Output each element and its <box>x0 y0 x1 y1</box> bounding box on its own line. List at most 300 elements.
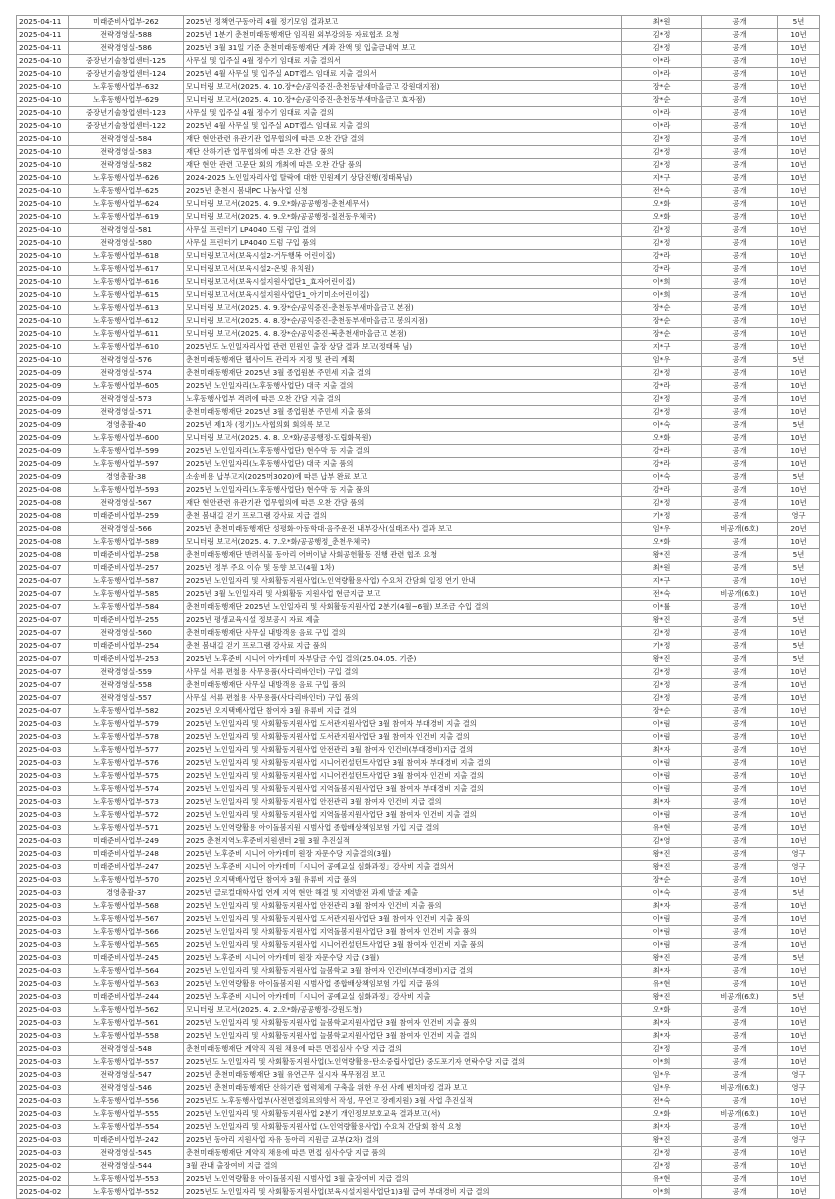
cell-disclosure: 공개 <box>702 510 778 523</box>
cell-retention: 5년 <box>778 471 820 484</box>
cell-title: 2025년 노인일자리 및 사회활동지원사업 지역돌봄지원사업단 3월 참여자 인건비 지출 결의 <box>184 809 622 822</box>
cell-author: 장*순 <box>622 328 702 341</box>
table-row <box>17 861 820 874</box>
cell-author: 이*림 <box>622 770 702 783</box>
cell-disclosure: 공개 <box>702 1147 778 1160</box>
cell-title: 재단 현안 관련 고문단 회의 개최에 따른 오찬 간담 품의 <box>184 159 622 172</box>
cell-disclosure: 공개 <box>702 1134 778 1147</box>
table-row <box>17 380 820 393</box>
cell-retention: 10년 <box>778 1121 820 1134</box>
cell-disclosure: 공개 <box>702 601 778 614</box>
cell-title: 2025년 노인일자리 및 사회활동지원사업 시니어컨설턴트사업단 3월 참여자 인건비 지출 품의 <box>184 939 622 952</box>
cell-date: 2025-04-03 <box>17 900 69 913</box>
cell-title: 2025년 정책연구동아리 4월 정기모임 결과보고 <box>184 16 622 29</box>
cell-doc-number: 중장년기술창업센터-124 <box>69 68 184 81</box>
cell-date: 2025-04-10 <box>17 55 69 68</box>
cell-author: 오*화 <box>622 1004 702 1017</box>
cell-doc-number: 전략경영실-566 <box>69 523 184 536</box>
cell-title: 모니터링 보고서(2025. 4. 7.오*화/공공행정_춘천우체국) <box>184 536 622 549</box>
cell-doc-number: 미래준비사업부-255 <box>69 614 184 627</box>
cell-doc-number: 노후동행사업부-582 <box>69 705 184 718</box>
cell-retention: 10년 <box>778 29 820 42</box>
cell-doc-number: 전략경영실-580 <box>69 237 184 250</box>
cell-date: 2025-04-07 <box>17 562 69 575</box>
table-row <box>17 926 820 939</box>
table-row <box>17 211 820 224</box>
cell-title: 2025년도 노후동행사업부(사전면접의료의향서 작성, 무연고 장례지원) 3월 사업 추진실적 <box>184 1095 622 1108</box>
cell-author: 기*정 <box>622 640 702 653</box>
cell-retention: 10년 <box>778 120 820 133</box>
cell-retention: 10년 <box>778 575 820 588</box>
cell-doc-number: 전략경영실-546 <box>69 1082 184 1095</box>
cell-title: 2025년 노인일자리 및 사회활동지원사업 도서관지원사업단 3월 참여자 인건비 지출 품의 <box>184 913 622 926</box>
cell-author: 오*화 <box>622 1108 702 1121</box>
cell-doc-number: 노후동행사업부-570 <box>69 874 184 887</box>
cell-disclosure: 공개 <box>702 1095 778 1108</box>
cell-doc-number: 노후동행사업부-629 <box>69 94 184 107</box>
cell-date: 2025-04-03 <box>17 913 69 926</box>
table-row <box>17 406 820 419</box>
cell-title: 2025년 노후준비 시니어 아카데미 자부담금 수입 결의(25.04.05. 기준) <box>184 653 622 666</box>
table-row <box>17 1043 820 1056</box>
cell-title: 모니터링보고서(보육시설2-거두행복 어린이집) <box>184 250 622 263</box>
cell-title: 2025년 노인일자리(노후동행사업단) 대국 지출 결의 <box>184 380 622 393</box>
cell-author: 유*현 <box>622 822 702 835</box>
table-row <box>17 653 820 666</box>
cell-disclosure: 공개 <box>702 666 778 679</box>
cell-author: 김*정 <box>622 679 702 692</box>
table-row <box>17 939 820 952</box>
cell-title: 2025년 4월 사무실 및 입주실 ADT캡스 임대료 지출 결의서 <box>184 68 622 81</box>
cell-retention: 10년 <box>778 627 820 640</box>
cell-author: 이*희 <box>622 289 702 302</box>
cell-disclosure: 공개 <box>702 744 778 757</box>
cell-retention: 10년 <box>778 302 820 315</box>
cell-disclosure: 공개 <box>702 952 778 965</box>
cell-author: 임*우 <box>622 1069 702 1082</box>
cell-disclosure: 공개 <box>702 341 778 354</box>
cell-title: 2025년 노인일자리 및 사회활동지원사업 늘봄학교 3월 참여자 인건비(부대경비)지급 결의 <box>184 965 622 978</box>
cell-date: 2025-04-10 <box>17 276 69 289</box>
cell-doc-number: 중장년기술창업센터-123 <box>69 107 184 120</box>
cell-disclosure: 공개 <box>702 172 778 185</box>
cell-disclosure: 공개 <box>702 887 778 900</box>
table-row <box>17 432 820 445</box>
cell-author: 이*림 <box>622 926 702 939</box>
cell-author: 김*정 <box>622 497 702 510</box>
cell-title: 모니터링보고서(보육시설지원사업단1_효자어린이집) <box>184 276 622 289</box>
table-row <box>17 146 820 159</box>
cell-author: 오*화 <box>622 211 702 224</box>
cell-date: 2025-04-10 <box>17 328 69 341</box>
records-table-body <box>17 16 820 1199</box>
cell-date: 2025-04-03 <box>17 1095 69 1108</box>
cell-disclosure: 공개 <box>702 1030 778 1043</box>
table-row <box>17 900 820 913</box>
cell-date: 2025-04-10 <box>17 133 69 146</box>
cell-author: 이*희 <box>622 1056 702 1069</box>
cell-disclosure: 공개 <box>702 1004 778 1017</box>
cell-author: 이*림 <box>622 731 702 744</box>
cell-author: 이*라 <box>622 55 702 68</box>
table-row <box>17 276 820 289</box>
cell-disclosure: 비공개(6호) <box>702 523 778 536</box>
cell-disclosure: 공개 <box>702 68 778 81</box>
cell-title: 2025년 오지택배사업단 참여자 3월 유류비 지급 품의 <box>184 874 622 887</box>
table-row <box>17 68 820 81</box>
cell-author: 김*정 <box>622 1147 702 1160</box>
cell-doc-number: 중장년기술창업센터-125 <box>69 55 184 68</box>
cell-title: 2025년 춘천미래동행재단 산하기관 협력체계 구축을 위한 우선 사례 벤치마킹 결과 보고 <box>184 1082 622 1095</box>
table-row <box>17 185 820 198</box>
cell-title: 2025년 노인일자리 및 사회활동지원사업 늘봄학교지원사업단 3월 참여자 인건비 지출 결의 <box>184 1030 622 1043</box>
cell-doc-number: 노후동행사업부-587 <box>69 575 184 588</box>
cell-author: 이*라 <box>622 107 702 120</box>
cell-retention: 영구 <box>778 510 820 523</box>
cell-title: 2025년 노후준비 시니어 아카데미「시니어 공예교실 심화과정」강사비 지출 결의서 <box>184 861 622 874</box>
cell-disclosure: 공개 <box>702 900 778 913</box>
cell-date: 2025-04-10 <box>17 159 69 172</box>
cell-disclosure: 공개 <box>702 1121 778 1134</box>
cell-doc-number: 노후동행사업부-611 <box>69 328 184 341</box>
cell-title: 2025년 노인일자리 및 사회활동지원사업 늘봄학교지원사업단 3월 참여자 인건비 지출 품의 <box>184 1017 622 1030</box>
cell-author: 왕*진 <box>622 614 702 627</box>
cell-disclosure: 공개 <box>702 354 778 367</box>
cell-doc-number: 노후동행사업부-605 <box>69 380 184 393</box>
cell-doc-number: 노후동행사업부-564 <box>69 965 184 978</box>
table-row <box>17 978 820 991</box>
cell-title: 2025년 노인일자리 및 사회활동지원사업 시니어컨설턴트사업단 3월 참여자 부대경비 지출 결의 <box>184 757 622 770</box>
cell-title: 춘천미래동행재단 2025년 노인일자리 및 사회활동지원사업 2분기(4월~6월) 보조금 수입 결의 <box>184 601 622 614</box>
cell-author: 기*정 <box>622 510 702 523</box>
cell-author: 이*림 <box>622 809 702 822</box>
cell-disclosure: 공개 <box>702 419 778 432</box>
table-row <box>17 666 820 679</box>
cell-author: 김*정 <box>622 1160 702 1173</box>
cell-doc-number: 노후동행사업부-613 <box>69 302 184 315</box>
cell-title: 2025년 노인일자리 및 사회활동지원사업(노인역량활용사업) 수요처 간담회 일정 연기 안내 <box>184 575 622 588</box>
cell-retention: 10년 <box>778 926 820 939</box>
cell-disclosure: 비공개(6호) <box>702 588 778 601</box>
table-row <box>17 484 820 497</box>
cell-disclosure: 공개 <box>702 731 778 744</box>
table-row <box>17 94 820 107</box>
cell-author: 지*구 <box>622 575 702 588</box>
cell-retention: 5년 <box>778 419 820 432</box>
cell-author: 장*순 <box>622 874 702 887</box>
cell-author: 강*라 <box>622 263 702 276</box>
cell-disclosure: 공개 <box>702 640 778 653</box>
cell-author: 이*희 <box>622 276 702 289</box>
cell-doc-number: 미래준비사업부-254 <box>69 640 184 653</box>
cell-disclosure: 공개 <box>702 315 778 328</box>
table-row <box>17 1121 820 1134</box>
cell-author: 김*정 <box>622 224 702 237</box>
cell-date: 2025-04-07 <box>17 627 69 640</box>
table-row <box>17 627 820 640</box>
cell-retention: 10년 <box>778 718 820 731</box>
cell-doc-number: 전략경영실-583 <box>69 146 184 159</box>
cell-author: 최*자 <box>622 900 702 913</box>
cell-doc-number: 노후동행사업부-555 <box>69 1108 184 1121</box>
cell-author: 장*순 <box>622 81 702 94</box>
cell-title: 모니터링보고서(보육시설2-온빛 유치원) <box>184 263 622 276</box>
table-row <box>17 510 820 523</box>
table-row <box>17 731 820 744</box>
cell-doc-number: 전략경영실-547 <box>69 1069 184 1082</box>
cell-title: 모니터링 보고서(2025. 4. 9.오*화/공공행정-춘천세무서) <box>184 198 622 211</box>
cell-retention: 10년 <box>778 666 820 679</box>
cell-date: 2025-04-03 <box>17 1082 69 1095</box>
cell-retention: 10년 <box>778 705 820 718</box>
cell-date: 2025-04-07 <box>17 601 69 614</box>
cell-disclosure: 공개 <box>702 237 778 250</box>
table-row <box>17 159 820 172</box>
cell-disclosure: 공개 <box>702 484 778 497</box>
cell-author: 오*화 <box>622 536 702 549</box>
cell-date: 2025-04-09 <box>17 458 69 471</box>
cell-date: 2025-04-10 <box>17 198 69 211</box>
cell-doc-number: 노후동행사업부-579 <box>69 718 184 731</box>
cell-doc-number: 전략경영실-560 <box>69 627 184 640</box>
table-row <box>17 575 820 588</box>
cell-date: 2025-04-03 <box>17 848 69 861</box>
cell-author: 김*영 <box>622 835 702 848</box>
cell-retention: 10년 <box>778 1160 820 1173</box>
cell-date: 2025-04-03 <box>17 757 69 770</box>
cell-retention: 10년 <box>778 211 820 224</box>
cell-author: 이*림 <box>622 939 702 952</box>
cell-disclosure: 공개 <box>702 913 778 926</box>
cell-author: 이*림 <box>622 718 702 731</box>
table-row <box>17 1173 820 1186</box>
cell-doc-number: 노후동행사업부-593 <box>69 484 184 497</box>
cell-date: 2025-04-07 <box>17 705 69 718</box>
cell-date: 2025-04-03 <box>17 1147 69 1160</box>
cell-disclosure: 공개 <box>702 549 778 562</box>
cell-disclosure: 공개 <box>702 42 778 55</box>
cell-retention: 10년 <box>778 68 820 81</box>
cell-doc-number: 경영총괄-38 <box>69 471 184 484</box>
table-row <box>17 796 820 809</box>
cell-disclosure: 공개 <box>702 263 778 276</box>
table-row <box>17 640 820 653</box>
cell-author: 최*자 <box>622 1017 702 1030</box>
cell-doc-number: 미래준비사업부-253 <box>69 653 184 666</box>
cell-date: 2025-04-10 <box>17 120 69 133</box>
cell-title: 2025년 노인일자리 및 사회활동지원사업 (노인역량활용사업) 수요처 간담회 참석 요청 <box>184 1121 622 1134</box>
cell-disclosure: 공개 <box>702 432 778 445</box>
cell-doc-number: 노후동행사업부-567 <box>69 913 184 926</box>
cell-title: 재단 현안관련 유관기관 업무협의에 따른 오찬 간담 결의 <box>184 133 622 146</box>
cell-retention: 10년 <box>778 328 820 341</box>
table-row <box>17 809 820 822</box>
table-row <box>17 614 820 627</box>
cell-retention: 10년 <box>778 835 820 848</box>
cell-author: 전*숙 <box>622 1095 702 1108</box>
cell-disclosure: 공개 <box>702 562 778 575</box>
cell-date: 2025-04-10 <box>17 341 69 354</box>
cell-retention: 10년 <box>778 1186 820 1199</box>
cell-title: 2025년도 노인일자리사업 관련 민원인 출장 상담 결과 보고(정태복 님) <box>184 341 622 354</box>
cell-author: 김*정 <box>622 146 702 159</box>
cell-date: 2025-04-03 <box>17 835 69 848</box>
cell-author: 왕*진 <box>622 549 702 562</box>
cell-title: 2025년 춘천미래동행재단 성평화·아동학대·음주운전 내부강사(실태조사) 결과 보고 <box>184 523 622 536</box>
cell-date: 2025-04-03 <box>17 744 69 757</box>
cell-retention: 10년 <box>778 172 820 185</box>
table-row <box>17 757 820 770</box>
cell-doc-number: 노후동행사업부-557 <box>69 1056 184 1069</box>
cell-disclosure: 공개 <box>702 627 778 640</box>
table-row <box>17 562 820 575</box>
cell-disclosure: 공개 <box>702 848 778 861</box>
cell-doc-number: 노후동행사업부-554 <box>69 1121 184 1134</box>
cell-retention: 10년 <box>778 276 820 289</box>
cell-author: 장*순 <box>622 94 702 107</box>
table-row <box>17 588 820 601</box>
cell-date: 2025-04-09 <box>17 367 69 380</box>
table-row <box>17 1056 820 1069</box>
cell-title: 2025년 3월 노인일자리 및 사회활동 지원사업 현금지급 보고 <box>184 588 622 601</box>
cell-doc-number: 미래준비사업부-262 <box>69 16 184 29</box>
cell-retention: 10년 <box>778 939 820 952</box>
table-row <box>17 705 820 718</box>
cell-retention: 10년 <box>778 393 820 406</box>
table-row <box>17 913 820 926</box>
cell-doc-number: 노후동행사업부-566 <box>69 926 184 939</box>
cell-disclosure: 공개 <box>702 705 778 718</box>
cell-title: 2025년 노인일자리 및 사회활동지원사업 안전관리 3월 참여자 인건비 지출 품의 <box>184 900 622 913</box>
cell-disclosure: 공개 <box>702 458 778 471</box>
cell-author: 장*순 <box>622 315 702 328</box>
cell-retention: 5년 <box>778 653 820 666</box>
cell-date: 2025-04-08 <box>17 484 69 497</box>
cell-retention: 10년 <box>778 1056 820 1069</box>
cell-retention: 10년 <box>778 1173 820 1186</box>
cell-title: 2025년 글로컬대학사업 연계 지역 현안 해결 및 지역발전 과제 발굴 제출 <box>184 887 622 900</box>
cell-doc-number: 미래준비사업부-248 <box>69 848 184 861</box>
cell-title: 춘천미래동행재단 계약직 직원 채용에 따른 면접심사 수당 지급 결의 <box>184 1043 622 1056</box>
cell-title: 2025년 노인역량활용 아이돌봄지원 시범사업 3월 출장여비 지급 결의 <box>184 1173 622 1186</box>
cell-disclosure: 공개 <box>702 328 778 341</box>
cell-doc-number: 미래준비사업부-247 <box>69 861 184 874</box>
table-row <box>17 692 820 705</box>
cell-retention: 영구 <box>778 848 820 861</box>
cell-retention: 10년 <box>778 757 820 770</box>
cell-retention: 10년 <box>778 432 820 445</box>
cell-retention: 10년 <box>778 601 820 614</box>
cell-doc-number: 노후동행사업부-556 <box>69 1095 184 1108</box>
cell-date: 2025-04-08 <box>17 523 69 536</box>
cell-title: 2025년 제1차 (정기)노사협의회 회의록 보고 <box>184 419 622 432</box>
table-row <box>17 81 820 94</box>
cell-date: 2025-04-10 <box>17 237 69 250</box>
cell-doc-number: 미래준비사업부-242 <box>69 1134 184 1147</box>
cell-disclosure: 공개 <box>702 874 778 887</box>
table-row <box>17 718 820 731</box>
cell-title: 춘천미래동행재단 2025년 3월 종업원분 주민세 지출 결의 <box>184 367 622 380</box>
cell-retention: 5년 <box>778 549 820 562</box>
cell-disclosure: 공개 <box>702 445 778 458</box>
cell-doc-number: 노후동행사업부-616 <box>69 276 184 289</box>
cell-retention: 10년 <box>778 770 820 783</box>
cell-title: 2024-2025 노인일자리사업 탈락에 대한 민원제기 상담진행(정태복님) <box>184 172 622 185</box>
cell-retention: 10년 <box>778 679 820 692</box>
cell-retention: 10년 <box>778 159 820 172</box>
cell-title: 2025년 동아리 지원사업 자유 동아리 지원금 교부(2차) 결의 <box>184 1134 622 1147</box>
cell-author: 이*라 <box>622 120 702 133</box>
table-row <box>17 250 820 263</box>
cell-title: 2025년 오지택배사업단 참여자 3월 유류비 지급 결의 <box>184 705 622 718</box>
cell-disclosure: 공개 <box>702 289 778 302</box>
cell-disclosure: 공개 <box>702 380 778 393</box>
cell-retention: 10년 <box>778 484 820 497</box>
cell-author: 강*라 <box>622 458 702 471</box>
cell-doc-number: 노후동행사업부-576 <box>69 757 184 770</box>
table-row <box>17 445 820 458</box>
cell-doc-number: 미래준비사업부-244 <box>69 991 184 1004</box>
cell-author: 전*숙 <box>622 588 702 601</box>
table-row <box>17 770 820 783</box>
cell-doc-number: 전략경영실-571 <box>69 406 184 419</box>
cell-date: 2025-04-10 <box>17 94 69 107</box>
cell-retention: 10년 <box>778 55 820 68</box>
cell-doc-number: 노후동행사업부-626 <box>69 172 184 185</box>
cell-date: 2025-04-11 <box>17 16 69 29</box>
cell-doc-number: 노후동행사업부-619 <box>69 211 184 224</box>
table-row <box>17 42 820 55</box>
cell-author: 김*정 <box>622 159 702 172</box>
cell-doc-number: 중장년기술창업센터-122 <box>69 120 184 133</box>
cell-author: 강*라 <box>622 250 702 263</box>
cell-title: 2025년 노후준비 시니어 아카데미 원장 자문수당 지출결의(3월) <box>184 848 622 861</box>
cell-doc-number: 노후동행사업부-563 <box>69 978 184 991</box>
cell-disclosure: 공개 <box>702 29 778 42</box>
cell-author: 김*정 <box>622 42 702 55</box>
cell-disclosure: 공개 <box>702 536 778 549</box>
cell-disclosure: 비공개(6호) <box>702 1082 778 1095</box>
cell-retention: 10년 <box>778 81 820 94</box>
cell-date: 2025-04-03 <box>17 783 69 796</box>
cell-title: 2025년 노인일자리 및 사회활동지원사업 지역돌봄지원사업단 3월 참여자 부대경비 지출 결의 <box>184 783 622 796</box>
cell-date: 2025-04-10 <box>17 146 69 159</box>
cell-date: 2025-04-03 <box>17 926 69 939</box>
table-row <box>17 1069 820 1082</box>
cell-author: 김*정 <box>622 367 702 380</box>
cell-doc-number: 노후동행사업부-589 <box>69 536 184 549</box>
cell-title: 모니터링 보고서(2025. 4. 8.장*순/공익증진-북춘천새마을금고 본점) <box>184 328 622 341</box>
cell-doc-number: 미래준비사업부-245 <box>69 952 184 965</box>
cell-retention: 10년 <box>778 809 820 822</box>
table-row <box>17 1095 820 1108</box>
cell-title: 재단 산하기관 업무협의에 따른 오찬 간담 품의 <box>184 146 622 159</box>
cell-date: 2025-04-03 <box>17 822 69 835</box>
cell-date: 2025-04-03 <box>17 1134 69 1147</box>
cell-disclosure: 공개 <box>702 133 778 146</box>
cell-doc-number: 노후동행사업부-612 <box>69 315 184 328</box>
cell-date: 2025-04-03 <box>17 1043 69 1056</box>
cell-title: 모니터링 보고서(2025. 4. 8.장*순/공익증진-춘천동부새마을금고 봉의지점) <box>184 315 622 328</box>
cell-disclosure: 공개 <box>702 1173 778 1186</box>
cell-doc-number: 노후동행사업부-565 <box>69 939 184 952</box>
cell-doc-number: 전략경영실-586 <box>69 42 184 55</box>
cell-title: 모니터링 보고서(2025. 4. 10.장*순/공익증진-춘천동남새마을금고 강원대지점) <box>184 81 622 94</box>
cell-date: 2025-04-07 <box>17 692 69 705</box>
table-row <box>17 874 820 887</box>
cell-title: 춘천미래동행재단 사무실 내방객용 음료 구입 품의 <box>184 679 622 692</box>
cell-doc-number: 노후동행사업부-561 <box>69 1017 184 1030</box>
